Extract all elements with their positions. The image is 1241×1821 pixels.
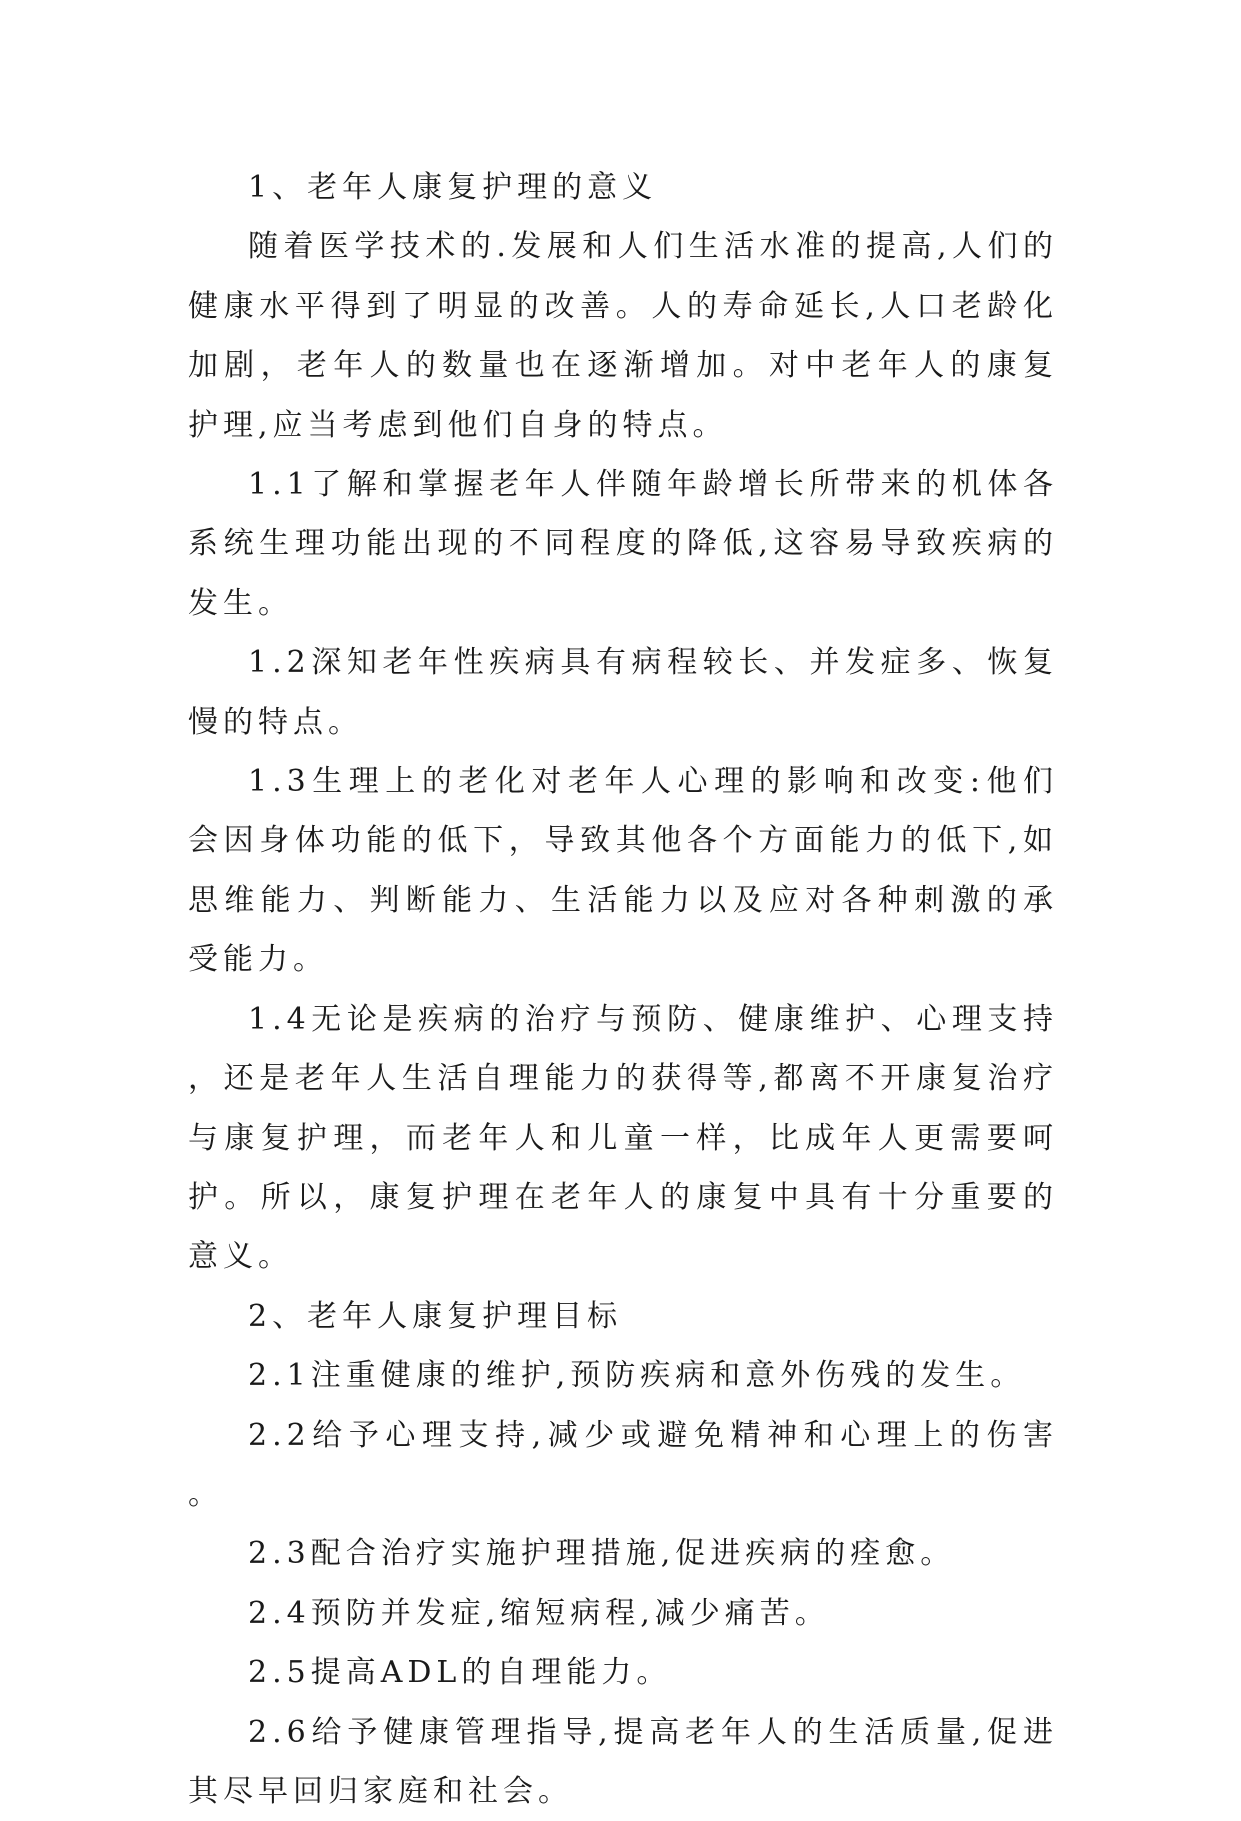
paragraph-2-2: 2.2给予心理支持,减少或避免精神和心理上的伤害。 — [188, 1417, 1058, 1512]
paragraph-2-3: 2.3配合治疗实施护理措施,促进疾病的痊愈。 — [248, 1536, 956, 1572]
paragraph-1-3: 1.3生理上的老化对老年人心理的影响和改变:他们会因身体功能的低下，导致其他各个方面能力的低下,如思维能力、判断能力、生活能力以及应对各种刺激的承受能力。 — [188, 764, 1058, 978]
paragraph-1-4: 1.4无论是疾病的治疗与预防、健康维护、心理支持，还是老年人生活自理能力的获得等,都离不开康复治疗与康复护理，而老年人和儿童一样，比成年人更需要呵护。所以，康复护理在老年人的康复中具有十分重要的意义。 — [188, 1001, 1058, 1275]
paragraph-2-6: 2.6给予健康管理指导,提高老年人的生活质量,促进其尽早回归家庭和社会。 — [188, 1714, 1058, 1809]
paragraph-1-2: 1.2深知老年性疾病具有病程较长、并发症多、恢复慢的特点。 — [188, 645, 1058, 740]
paragraph-2-1: 2.1注重健康的维护,预防疾病和意外伤残的发生。 — [248, 1358, 1026, 1394]
paragraph-2-5: 2.5提高ADL的自理能力。 — [248, 1655, 672, 1691]
paragraph-2-4: 2.4预防并发症,缩短病程,减少痛苦。 — [248, 1595, 830, 1631]
section-heading-1: 1、老年人康复护理的意义 — [248, 170, 658, 205]
paragraph-1-1: 1.1了解和掌握老年人伴随年龄增长所带来的机体各系统生理功能出现的不同程度的降低,这容易导致疾病的发生。 — [188, 467, 1058, 621]
document-body — [188, 158, 1058, 1821]
section-heading-2: 2、老年人康复护理目标 — [248, 1298, 623, 1334]
paragraph-intro: 随着医学技术的.发展和人们生活水准的提高,人们的健康水平得到了明显的改善。人的寿命延长,人口老龄化加剧，老年人的数量也在逐渐增加。对中老年人的康复护理,应当考虑到他们自身的特点。 — [188, 229, 1058, 443]
